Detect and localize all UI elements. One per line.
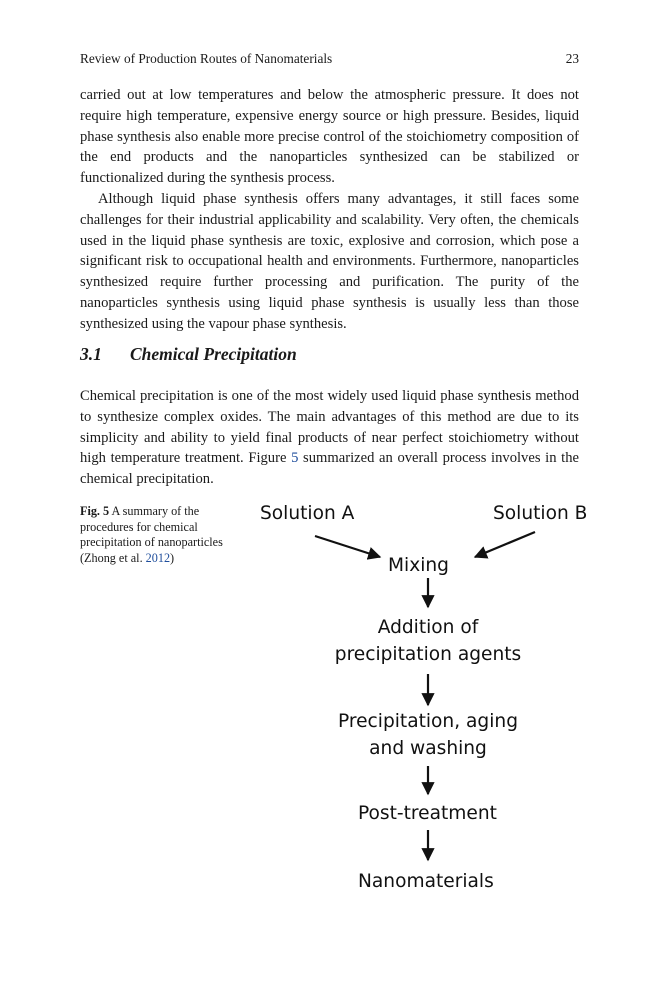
section-text-start: Chemical precipitation is one of the most widely used liquid phase synthesis method to synthesize complex oxides. The main advantages of this method are due to its simplicity and ability to yield final products of near perfect stoichiometry without high temperature treatment. Figure (80, 388, 579, 467)
caption-text: A summary of the procedures for chemical precipitation of nanoparticles (Zhong et al. (80, 504, 223, 565)
flowchart-figure (245, 494, 615, 904)
caption-close: ) (170, 550, 175, 565)
figure-label: Fig. 5 (80, 504, 110, 518)
figure-reference-link[interactable]: 5 (291, 450, 299, 467)
node-solution-b: Solution B (493, 503, 588, 524)
node-addition-line2: precipitation agents (334, 644, 522, 665)
node-precip-line2: and washing (369, 738, 487, 759)
section-paragraph (80, 386, 579, 490)
node-precip-line1: Precipitation, aging (338, 711, 518, 732)
node-solution-a: Solution A (260, 503, 355, 524)
node-nanomaterials: Nanomaterials (358, 871, 494, 892)
section-heading (80, 344, 297, 365)
section-text-end: summarized an overall process involves in the chemical precipitation. (80, 450, 580, 488)
figure-caption (80, 504, 240, 566)
citation-link[interactable]: 2012 (145, 550, 171, 565)
node-addition-line1: Addition of (377, 617, 479, 638)
page-number: 23 (565, 51, 579, 66)
node-addition (328, 614, 528, 668)
arrow-b-to-mixing (475, 532, 535, 557)
paragraph-1: carried out at low temperatures and below the atmospheric pressure. It does not require high temperature, expensive energy source or high pressure. Besides, liquid phase synthesis also enable more precise control of the stoichiometry composition of the end products and the nanoparticles synthesized can be stabilized or functionalized during the synthesis process. (80, 87, 579, 187)
arrow-a-to-mixing (315, 536, 380, 557)
node-post-treatment: Post-treatment (358, 803, 497, 824)
section-title: Chemical Precipitation (130, 344, 297, 364)
running-title: Review of Production Routes of Nanomaterials (80, 51, 333, 66)
paragraph-2: Although liquid phase synthesis offers many advantages, it still faces some challenges for their industrial applicability and scalability. Very often, the chemicals used in the liquid phase synthesis are toxic, explosive and corrosion, which pose a significant risk to occupational health and environments. Furthermore, nanoparticles synthesized require further processing and purification. The purity of the nanoparticles synthesis using liquid phase synthesis is usually less than those synthesized using the vapour phase synthesis. (80, 191, 579, 332)
node-mixing: Mixing (388, 555, 449, 576)
section-number: 3.1 (80, 344, 102, 364)
node-precipitation (318, 708, 538, 762)
